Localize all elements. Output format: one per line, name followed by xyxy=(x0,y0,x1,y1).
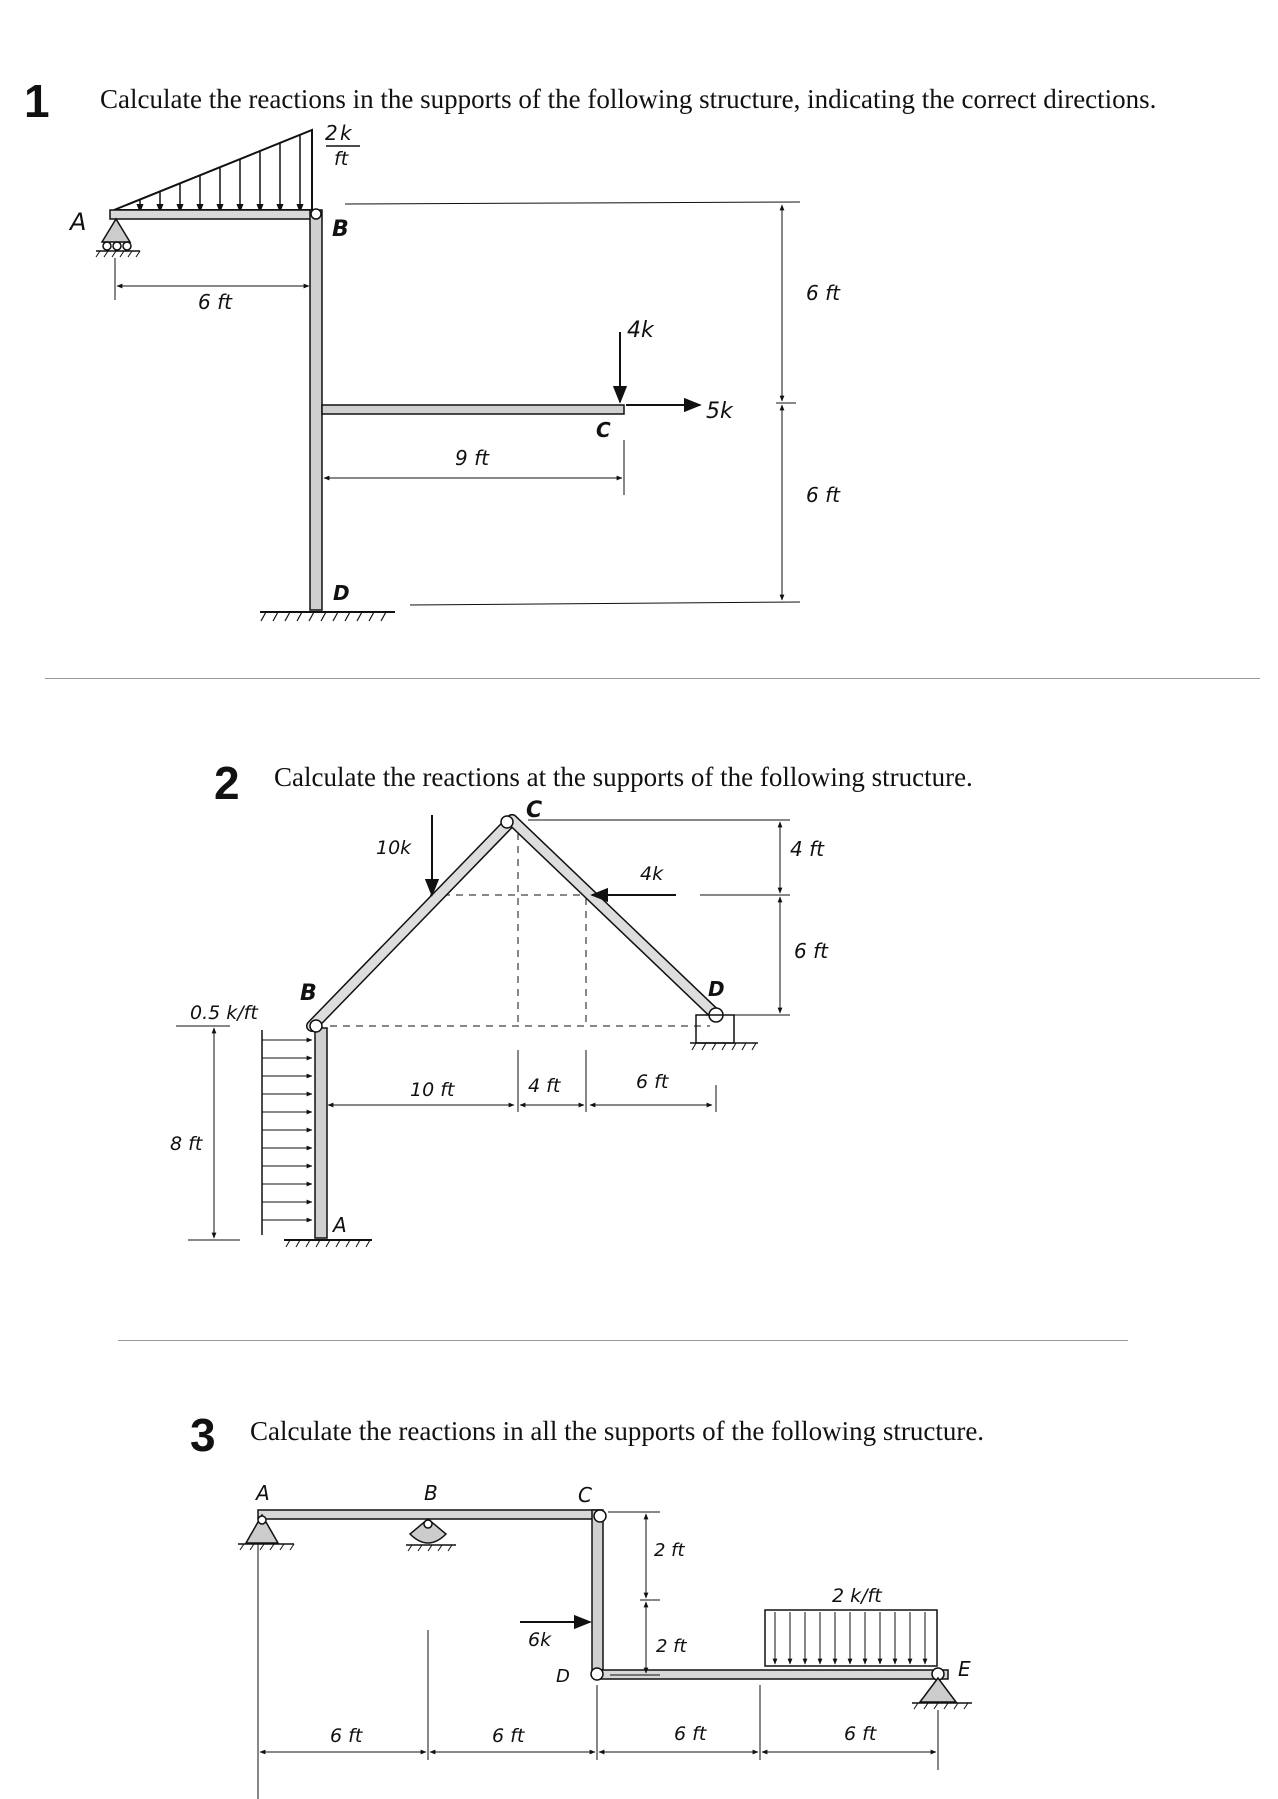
uniform-distributed-load xyxy=(190,1002,312,1235)
triangular-distributed-load xyxy=(114,121,360,212)
svg-text:10k: 10k xyxy=(376,837,412,859)
beam-ABC xyxy=(258,1510,600,1519)
svg-text:6k: 6k xyxy=(528,1629,552,1651)
problem-1 xyxy=(0,0,1278,680)
dim-column-height xyxy=(170,1026,240,1240)
label-B: B xyxy=(332,217,349,242)
support-B xyxy=(406,1519,456,1551)
dim-vertical xyxy=(608,1512,688,1675)
label-B: B xyxy=(300,981,317,1006)
load-unit: k xyxy=(340,121,352,145)
dim-rise-lower: 6 ft xyxy=(794,939,828,963)
label-D: D xyxy=(333,581,350,605)
dim-span-BC: 6 ft xyxy=(492,1725,525,1747)
support-A xyxy=(284,1240,372,1247)
problem-3 xyxy=(0,1340,1278,1799)
separator xyxy=(45,678,1260,679)
support-D xyxy=(260,612,395,621)
dim-height-upper: 6 ft xyxy=(806,281,840,305)
svg-text:9 ft: 9 ft xyxy=(455,446,489,470)
beam-AB xyxy=(110,210,316,219)
point-load-10k xyxy=(376,815,432,895)
hinge-B xyxy=(310,1020,322,1032)
problem-statement: Calculate the reactions in the supports of the following structure, indicating the correct directions. xyxy=(100,84,1157,114)
problem-number: 2 xyxy=(214,757,240,809)
support-A xyxy=(96,219,140,257)
svg-text:8 ft: 8 ft xyxy=(170,1133,203,1155)
svg-text:6 ft: 6 ft xyxy=(198,290,232,314)
label-B: B xyxy=(424,1481,438,1505)
label-A: A xyxy=(256,1481,270,1505)
column-CD xyxy=(592,1510,603,1670)
column-BD xyxy=(310,210,322,610)
point-load-6k xyxy=(520,1622,590,1651)
dim-span-right: 6 ft xyxy=(636,1071,669,1093)
dim-span-mid: 4 ft xyxy=(528,1075,561,1097)
column-AB xyxy=(315,1028,327,1238)
support-D xyxy=(690,1015,758,1050)
dim-beam-AB xyxy=(115,258,309,314)
dim-vertical xyxy=(345,202,841,605)
label-D: D xyxy=(708,977,725,1001)
svg-text:2 k/ft: 2 k/ft xyxy=(832,1585,882,1607)
problem-1-diagram xyxy=(0,0,1278,680)
label-C: C xyxy=(578,1483,592,1507)
hinge-D xyxy=(591,1668,603,1680)
problem-2-diagram xyxy=(0,680,1278,1340)
point-load-5k xyxy=(626,399,734,424)
dim-span-XE: 6 ft xyxy=(844,1723,877,1745)
svg-text:4k: 4k xyxy=(640,863,664,885)
dim-height-lower: 2 ft xyxy=(656,1636,687,1657)
problem-statement: Calculate the reactions in all the supports of the following structure. xyxy=(250,1416,985,1446)
label-A: A xyxy=(70,208,87,236)
point-load-4k xyxy=(620,318,655,402)
dim-span-AB: 6 ft xyxy=(330,1725,363,1747)
dim-arm-DC xyxy=(324,440,624,495)
load-magnitude: 2 xyxy=(325,121,338,145)
load-unit-denominator: ft xyxy=(334,148,349,170)
svg-text:5k: 5k xyxy=(706,399,733,424)
svg-text:0.5 k/ft: 0.5 k/ft xyxy=(190,1002,258,1024)
hinge-C xyxy=(501,816,513,828)
svg-text:4k: 4k xyxy=(627,318,654,343)
hinge-B xyxy=(311,209,321,219)
uniform-distributed-load xyxy=(765,1585,937,1666)
problem-2 xyxy=(0,680,1278,1340)
problem-3-diagram xyxy=(0,1340,1278,1799)
label-A: A xyxy=(333,1213,347,1237)
label-C: C xyxy=(596,418,611,442)
problem-number: 3 xyxy=(190,1409,216,1461)
dim-height-upper: 2 ft xyxy=(654,1540,685,1561)
problem-number: 1 xyxy=(24,75,50,127)
hinge-C xyxy=(594,1510,606,1522)
label-C: C xyxy=(526,798,543,823)
dim-span-DX: 6 ft xyxy=(674,1723,707,1745)
dim-rise-upper: 4 ft xyxy=(790,837,824,861)
point-load-4k xyxy=(592,863,676,895)
support-A xyxy=(238,1515,294,1550)
label-E: E xyxy=(958,1657,971,1681)
dim-horizontal-chain xyxy=(328,1050,716,1112)
label-D: D xyxy=(556,1666,570,1687)
dim-span-left: 10 ft xyxy=(410,1079,455,1101)
problem-statement: Calculate the reactions at the supports of the following structure. xyxy=(274,762,973,792)
arm-to-C xyxy=(322,405,624,414)
dim-height-lower: 6 ft xyxy=(806,483,840,507)
